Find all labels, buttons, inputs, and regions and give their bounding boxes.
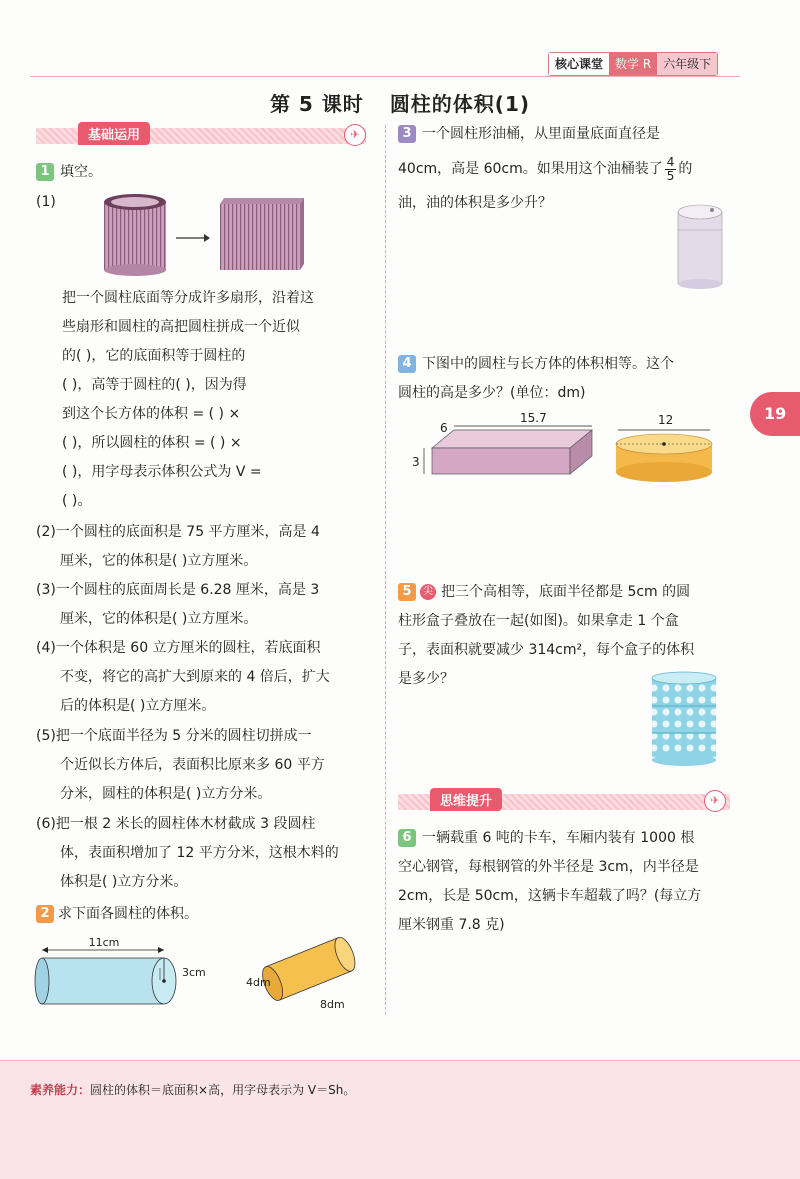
q1-part6-line: 体积是( )立方分米。: [60, 874, 188, 890]
q1-part1-line: ( )，用字母表示体积公式为 V =: [62, 464, 262, 480]
q1-part5-line: 分米，圆柱的体积是( )立方分米。: [60, 786, 272, 802]
box-front: [432, 448, 570, 474]
cylinder-top-inner: [111, 197, 159, 207]
q6-line: 厘米钢重 7.8 克): [398, 917, 505, 933]
box-top: [432, 430, 592, 448]
q4-block: [398, 350, 743, 408]
q1-part3-line: 厘米，它的体积是( )立方厘米。: [60, 611, 258, 627]
q5-number: 5: [398, 583, 416, 601]
lesson-number: 第 5 课时: [269, 92, 364, 116]
fraction-numerator: 4: [666, 154, 675, 169]
q1-heading: [36, 158, 102, 187]
paper-plane-icon: ✈: [344, 124, 366, 146]
c1-radius-label: 3cm: [182, 966, 206, 979]
q1-part1-line: 些扇形和圆柱的高把圆柱拼成一个近似: [62, 319, 300, 335]
stacked-boxes-figure: [648, 670, 720, 768]
fraction: [665, 156, 677, 183]
oil-drum-figure: [670, 200, 730, 292]
c1-left-end: [35, 958, 49, 1004]
lesson-topic: 圆柱的体积(1): [389, 92, 531, 116]
q3-number: 3: [398, 125, 416, 143]
q3-line: 40cm，高是 60cm。如果用这个油桶装了: [398, 161, 663, 177]
q5-line: 子，表面积就要减少 314cm²，每个盒子的体积: [398, 642, 695, 658]
cylinder-figure-2: [236, 934, 366, 1014]
q1-p1-label: (1): [36, 194, 56, 210]
footer-content: 圆柱的体积＝底面积×高，用字母表示为 V＝Sh。: [90, 1083, 356, 1097]
q1-part6-line: (6)把一根 2 米长的圆柱体木材截成 3 段圆柱: [36, 816, 316, 832]
paper-plane-icon: ✈: [704, 790, 726, 812]
header-rule: [30, 76, 740, 77]
column-divider: [385, 125, 386, 1015]
q5-line: 把三个高相等，底面半径都是 5cm 的圆: [441, 584, 691, 600]
q5-line: 柱形盒子叠放在一起(如图)。如果拿走 1 个盒: [398, 613, 679, 629]
q1-part1-line: ( )，所以圆柱的体积 = ( ) ×: [62, 435, 242, 451]
prism-and-cylinder-figure: [410, 408, 740, 490]
q1-number: 1: [36, 163, 54, 181]
q2-number: 2: [36, 905, 54, 923]
q1-part6-line: 体，表面积增加了 12 平方分米，这根木料的: [60, 845, 339, 861]
c1-body: [42, 958, 164, 1004]
q2-heading: [36, 900, 198, 929]
q1-part4: [36, 634, 381, 721]
footer-label: 素养能力：: [30, 1083, 91, 1097]
q3-line: 油，油的体积是多少升？: [398, 195, 552, 211]
cylinder-figure-1: [30, 932, 206, 1010]
q6-line: 2cm，长是 50cm，这辆卡车超载了吗？(每立方: [398, 888, 702, 904]
c2-diameter-label: 4dm: [246, 976, 271, 989]
q6-number: 6: [398, 829, 416, 847]
q1-part2-line: (2)一个圆柱的底面积是 75 平方厘米，高是 4: [36, 524, 320, 540]
q1-part5: [36, 722, 381, 809]
header-tag: [548, 52, 718, 76]
q1-part1-line: 把一个圆柱底面等分成许多扇形，沿着这: [62, 290, 314, 306]
q1-part5-line: 个近似长方体后，表面积比原来多 60 平方: [60, 757, 325, 773]
q2-text: 求下面各圆柱的体积。: [58, 906, 198, 922]
q1-part1: [62, 284, 382, 516]
q1-part4-line: 后的体积是( )立方厘米。: [60, 698, 216, 714]
q4-line: 下图中的圆柱与长方体的体积相等。这个: [422, 356, 674, 372]
cylinder-to-prism-figure: [100, 190, 310, 274]
cyl-diameter-label: 12: [658, 413, 674, 427]
q3-line: 一个圆柱形油桶，从里面量底面直径是: [422, 126, 660, 142]
section-label-basic: 基础运用: [78, 122, 150, 145]
q3-frac-suffix: 的: [678, 161, 693, 177]
q6-block: [398, 824, 748, 940]
q4-number: 4: [398, 355, 416, 373]
q1-part1-line: 的( )，它的底面积等于圆柱的: [62, 348, 246, 364]
box-height-label: 3: [412, 455, 420, 469]
q1-part2: [36, 518, 381, 576]
q1-part1-line: 到这个长方体的体积 = ( ) ×: [62, 406, 241, 422]
section-label-thinking: 思维提升: [430, 788, 502, 811]
q1-part4-line: 不变，将它的高扩大到原来的 4 倍后，扩大: [60, 669, 330, 685]
q1-part1-line: ( )，高等于圆柱的( )，因为得: [62, 377, 247, 393]
q1-part6: [36, 810, 381, 897]
q4-line: 圆柱的高是多少？(单位：dm): [398, 385, 586, 401]
q1-part3: [36, 576, 381, 634]
q1-part4-line: (4)一个体积是 60 立方厘米的圆柱，若底面积: [36, 640, 321, 656]
q6-line: 空心钢管，每根钢管的外半径是 3cm，内半径是: [398, 859, 699, 875]
footer-text: [30, 1081, 355, 1098]
q1-part1-line: ( )。: [62, 493, 92, 509]
arrow-head-icon: [204, 234, 210, 242]
footer: [0, 1060, 800, 1179]
grade-label: 六年级下: [657, 53, 717, 75]
q5-line: 是多少？: [398, 671, 454, 687]
box-width-label: 6: [440, 421, 448, 435]
prism-side: [300, 198, 304, 270]
q1-part3-line: (3)一个圆柱的底面周长是 6.28 厘米，高是 3: [36, 582, 320, 598]
page-number: 19: [750, 392, 800, 436]
fraction-denominator: 5: [666, 168, 675, 183]
c2-length-label: 8dm: [320, 998, 345, 1011]
prism-front: [220, 204, 300, 270]
cylinder-body: [104, 202, 166, 270]
hard-badge-icon: 尖: [420, 584, 436, 600]
page-title: [0, 88, 800, 117]
q1-head-text: 填空。: [60, 164, 102, 180]
q6-line: 一辆载重 6 吨的卡车，车厢内装有 1000 根: [422, 830, 695, 846]
c1-length-label: 11cm: [88, 936, 120, 949]
cylinder-bottom: [104, 264, 166, 276]
subject-label: 数学 R: [609, 53, 657, 75]
prism-top: [220, 198, 304, 204]
q1-part5-line: (5)把一个底面半径为 5 分米的圆柱切拼成一: [36, 728, 312, 744]
q1-part2-line: 厘米，它的体积是( )立方厘米。: [60, 553, 258, 569]
brand-label: 核心课堂: [549, 53, 609, 75]
box-length-label: 15.7: [520, 411, 547, 425]
